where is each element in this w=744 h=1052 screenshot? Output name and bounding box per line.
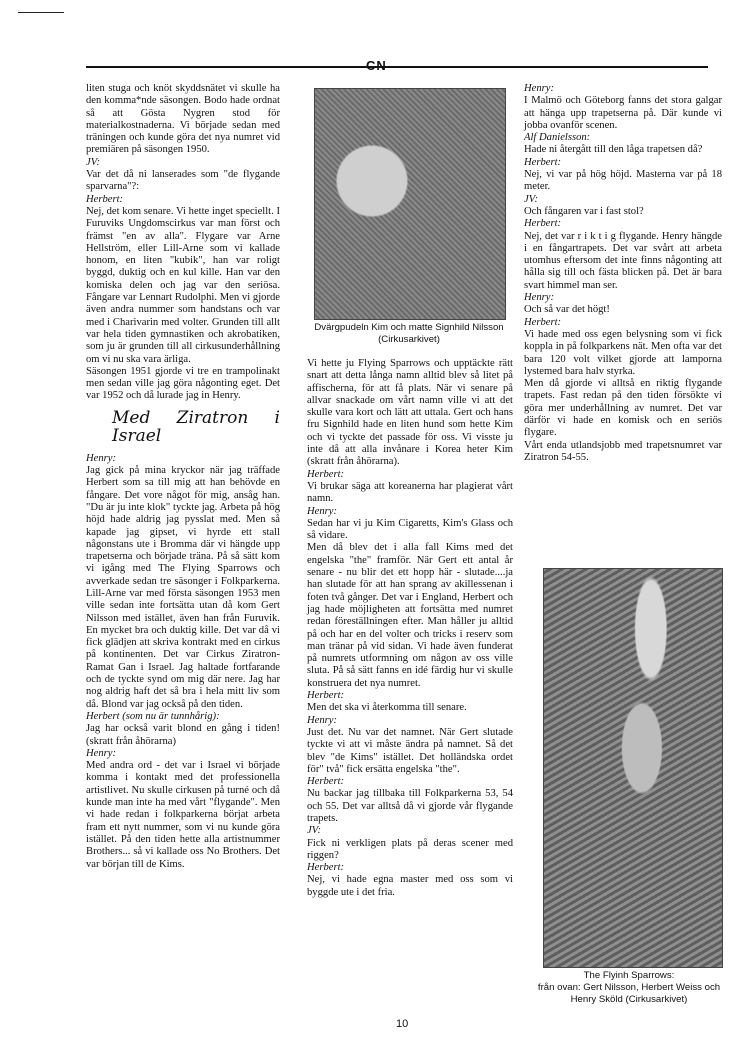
caption-line: från ovan: Gert Nilsson, Herbert Weiss och [537, 982, 721, 993]
speaker-label: JV: [307, 825, 322, 837]
page-number: 10 [396, 1018, 409, 1030]
speaker-label: JV: [524, 193, 539, 205]
paragraph: Vi brukar säga att koreanerna har plagierat vårt namn. [307, 480, 513, 505]
paragraph: Och så var det högt! [524, 304, 610, 316]
speaker-label: Henry: [307, 505, 338, 517]
speaker-label: Herbert (som nu är tunnhårig): [86, 710, 220, 722]
header-rule [86, 66, 708, 68]
column-1 [86, 83, 280, 871]
speaker-label: Henry: [86, 747, 117, 759]
paragraph: Nej, det var r i k t i g flygande. Henry hängde i en fångartrapets. Det var svårt att arbeta utomhus eftersom det inte finns någonting att hålla sig till och fästa blicken på. Det är bara svart himmel man ser. [524, 230, 722, 291]
speaker-label: Herbert: [524, 316, 562, 328]
speaker-label: Herbert: [307, 776, 345, 788]
speaker-label: Henry: [524, 292, 555, 304]
paragraph: Säsongen 1951 gjorde vi tre en trampolinakt men sedan ville jag göra någonting eget. Det var 1952 och då lurade jag in Henry. [86, 365, 280, 402]
speaker-label: Henry: [307, 714, 338, 726]
paragraph: Men det ska vi återkomma till senare. [307, 702, 467, 714]
paragraph: Nej, vi hade egna master med oss som vi byggde ute i det fria. [307, 874, 513, 898]
paragraph: Hade ni återgått till den låga trapetsen då? [524, 144, 703, 156]
trapeze-artists-photo [543, 568, 723, 968]
speaker-label: Herbert: [86, 193, 124, 205]
caption-line: Henry Sköld (Cirkusarkivet) [570, 994, 688, 1005]
poodle-photo [314, 88, 506, 320]
caption-line: (Cirkusarkivet) [378, 334, 440, 345]
speaker-label: Herbert: [307, 690, 345, 702]
column-3 [524, 83, 722, 464]
column-2 [307, 358, 513, 899]
speaker-label: Herbert: [307, 468, 345, 480]
speaker-label: Alf Danielsson: [524, 132, 591, 144]
paragraph: Var det då ni lanserades som "de flygande sparvarna"?: [86, 169, 280, 193]
top-rule [18, 12, 64, 13]
speaker-label: Herbert: [524, 156, 562, 168]
speaker-label: Henry: [86, 452, 117, 464]
paragraph: Nej, det kom senare. Vi hette inget speciellt. I Furuviks Ungdomscirkus var man först och främst "en av alla". Flygare var Arne Hellström, eller Lill-Arne som vi kallade honom, en liten "kubik", han var roligt byggd, duktig och en kul kille. Han var den komiska delen och jag var den seriösa. Fångare var Lennart Rudolphi. Men vi gjorde även andra nummer som handstans och var med i Charivarin med volter. Grunden till allt var hela tiden gymnastiken och akrobatiken, som ju är grunden till all cirkusunderhållning om vi nu ska vara ärliga. [86, 205, 280, 365]
paragraph: Nu backar jag tillbaka till Folkparkerna 53, 54 och 55. Det var alltså då vi gjorde vår flygande trapets. [307, 788, 513, 824]
paragraph: Fick ni verkligen plats på deras scener med riggen? [307, 837, 513, 861]
photo-caption-2 [526, 970, 732, 1006]
paragraph: Jag gick på mina kryckor när jag träffade Herbert som sa till mig att han behövde en fångare. Det vore något för mig, ansåg han. "Du är ju inte klok" tyckte jag. Arbeta på hög höjd hade aldrig jag pysslat med. Men så kapade jag gipset, vi hyrde ett stall någonstans ute i Bromma där vi hängde upp trapetserna och började träna. På så sätt kom vi igång med The Flying Sparrows och avverkade sedan tre säsonger i Folkparkerna. Lill-Arne var med första säsongen 1953 men ville sedan inte fortsätta utan då kom Gert Nilsson med istället, även han från Furuvik. En mycket bra och duktig kille. Det var då vi fick glädjen att skriva kontrakt med en cirkus på kontinenten. Det var Cirkus Ziratron-Ramat Gan i Israel. Jag haltade fortfarande och de tyckte synd om mig där nere. Jag har nog aldrig haft det så bra i hela mitt liv som då. Blond var jag också på den tiden. [86, 465, 280, 710]
paragraph: Och fångaren var i fast stol? [524, 205, 644, 217]
section-title: Med Ziratron i Israel [112, 407, 280, 446]
paragraph: Sedan har vi ju Kim Cigaretts, Kim's Glass och så vidare. [307, 517, 513, 542]
paragraph: Just det. Nu var det namnet. När Gert slutade tyckte vi att vi måste ändra på namnet. Så det blev "de Kims" istället. Det holländska ordet för" två" fick ersätta engelska "the". [307, 726, 513, 775]
speaker-label: Herbert: [307, 862, 345, 874]
speaker-label: Henry: [524, 83, 555, 94]
paragraph: Nej, vi var på hög höjd. Masterna var på 18 meter. [524, 169, 722, 193]
speaker-label: JV: [86, 156, 101, 168]
speaker-label: Herbert: [524, 218, 562, 230]
paragraph: Vi hette ju Flying Sparrows och upptäckte rätt snart att detta långa namn alltid blev så litet på affischerna, för att få plats. När vi senare på allvar snackade om vårt namn ville vi att det skulle vara kort och lätt att uttala. Gert och hans fru Signhild hade en liten hund som hette Kim och vi tyckte det passade för oss. Vi visste ju inte då att alla invånare i Korea heter Kim (skratt från åhörarna). [307, 358, 513, 468]
caption-line: Dvärgpudeln Kim och matte Signhild Nilsson [314, 322, 504, 333]
paragraph: Med andra ord - det var i Israel vi började komma i kontakt med det professionella artistlivet. Nu skulle cirkusen på turné och då kunde man inte ha med vårt "flygande". Men vi hade redan i folkparkerna börjat arbeta fram ett nytt nummer, som vi nu kunde göra istället. På den tiden hette alla artistnummer Brothers... så vi kallade oss No Brothers. Det var början till de Kims. [86, 760, 280, 870]
paragraph: I Malmö och Göteborg fanns det stora galgar att hänga upp trapetserna på. Där kunde vi jobba ovanför scenen. [524, 95, 722, 131]
paragraph: Men då gjorde vi alltså en riktig flygande trapets. Fast redan på den tiden försökte vi göra mer underhållning av numret. Det var därför vi hade en komisk och en seriös flygare. [524, 378, 722, 439]
photo-caption-1 [306, 322, 512, 346]
paragraph: Vårt enda utlandsjobb med trapetsnumret var Ziratron 54-55. [524, 439, 722, 463]
paragraph: liten stuga och knöt skyddsnätet vi skulle ha den komma*nde säsongen. Bodo hade ordnat så att Gösta Nygren stod för materialkostnaderna. Vi började sedan med träningen och kunde göra det nya numret vid premiären på säsongen 1950. [86, 83, 280, 156]
caption-line: The Flyinh Sparrows: [583, 970, 675, 981]
paragraph: Vi hade med oss egen belysning som vi fick koppla in på folkparkens nät. Men ofta var det bara 120 volt vilket gjorde att lamporna lystemed bara halv styrka. [524, 328, 722, 377]
paragraph: Jag har också varit blond en gång i tiden! (skratt från åhörarna) [86, 723, 280, 747]
paragraph: Men då blev det i alla fall Kims med det engelska "the" framför. När Gert ett antal år senare - nu blir det ett hopp här - slutade....ja han slutade för att han sprang av akillessenan i foten två gånger. Det var i England, Herbert och jag hade möjligheten att fortsätta med numret redan föreställningen efter. Man håller ju alltid på och har en del volter och tricks i reserv som man tränar på vid sidan. Vi hade även funderat på numrets utformning om någon av oss ville sluta. På så sätt fanns en idé färdig hur vi skulle konstruera det nya numret. [307, 542, 513, 689]
